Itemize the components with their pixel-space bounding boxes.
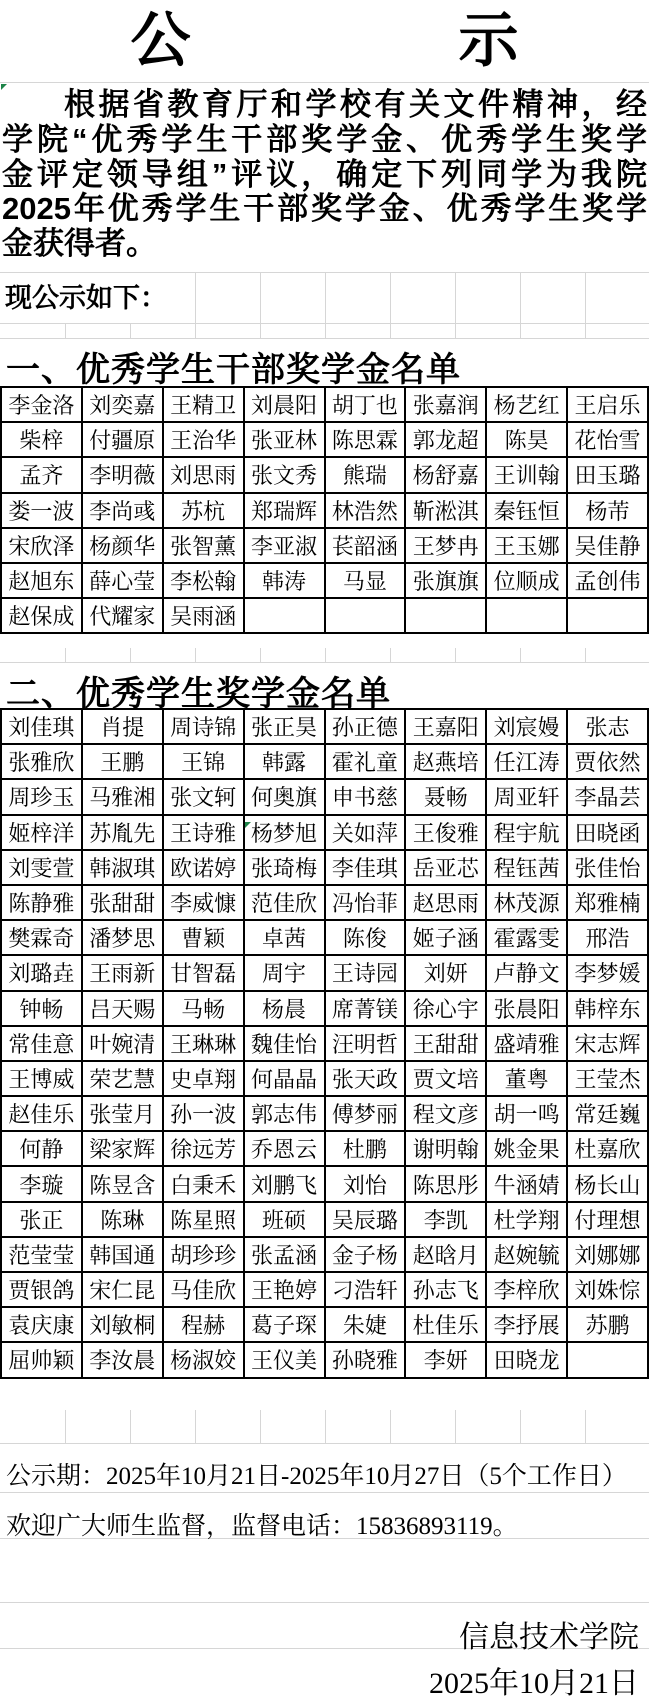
name-cell: 林浩然: [325, 493, 406, 528]
intro-line: 根据省教育厅和学校有关文件精神，经: [64, 87, 647, 122]
name-cell: 郑瑞辉: [244, 493, 325, 528]
name-cell: 王琳琳: [163, 1026, 244, 1061]
name-cell: 刘思雨: [163, 457, 244, 492]
name-cell: 何奥旗: [244, 779, 325, 814]
name-cell: 陈思霖: [325, 422, 406, 457]
name-cell: 周珍玉: [1, 779, 82, 814]
name-cell: 刘敏桐: [82, 1307, 163, 1342]
name-cell: 冯怡菲: [325, 885, 406, 920]
name-cell: 张亚林: [244, 422, 325, 457]
name-cell: 李妍: [405, 1342, 486, 1377]
name-cell: 秦钰恒: [486, 493, 567, 528]
empty-cell: [567, 598, 648, 633]
name-cell: 赵思雨: [405, 885, 486, 920]
name-cell: 周诗锦: [163, 709, 244, 744]
gridline: [0, 662, 649, 663]
name-cell: 贾银鸽: [1, 1272, 82, 1307]
name-cell: 关如萍: [325, 815, 406, 850]
signature-date: 2025年10月21日: [429, 1667, 639, 1696]
name-cell: 杨艺红: [486, 387, 567, 422]
name-cell: 王嘉阳: [405, 709, 486, 744]
table-row: [1, 955, 648, 990]
name-cell: 赵婉毓: [486, 1237, 567, 1272]
name-cell: 周宇: [244, 955, 325, 990]
name-cell: 程文彦: [405, 1096, 486, 1131]
name-cell: 申书慈: [325, 779, 406, 814]
name-cell: 付疆原: [82, 422, 163, 457]
name-cell: 傅梦丽: [325, 1096, 406, 1131]
name-cell: 霍礼童: [325, 744, 406, 779]
name-cell: 张甜甜: [82, 885, 163, 920]
empty-cell: [244, 598, 325, 633]
name-cell: 马佳欣: [163, 1272, 244, 1307]
table-row: [1, 779, 648, 814]
name-cell: 朱婕: [325, 1307, 406, 1342]
name-cell: 郭龙超: [405, 422, 486, 457]
intro-line: 金评定领导组”评议，确定下列同学为我院: [2, 156, 647, 192]
name-cell: 荣艺慧: [82, 1061, 163, 1096]
name-cell: 郑雅楠: [567, 885, 648, 920]
name-cell: 王梦冉: [405, 528, 486, 563]
name-cell: 范莹莹: [1, 1237, 82, 1272]
name-cell: 董粤: [486, 1061, 567, 1096]
name-cell: 张旗旗: [405, 563, 486, 598]
name-cell: 李松翰: [163, 563, 244, 598]
name-cell: 葛子琛: [244, 1307, 325, 1342]
name-cell: 杨晨: [244, 991, 325, 1026]
table-row: [1, 1026, 648, 1061]
name-cell: 陈思彤: [405, 1166, 486, 1201]
table-row: [1, 1307, 648, 1342]
name-cell: 张文轲: [163, 779, 244, 814]
name-cell: 胡丁也: [325, 387, 406, 422]
gridline: [585, 648, 586, 662]
name-cell: 孟创伟: [567, 563, 648, 598]
name-cell: 王莹杰: [567, 1061, 648, 1096]
name-cell: 李明薇: [82, 457, 163, 492]
name-cell: 孙一波: [163, 1096, 244, 1131]
name-cell: 史卓翔: [163, 1061, 244, 1096]
empty-cell: [567, 1342, 648, 1377]
name-cell: 贾文培: [405, 1061, 486, 1096]
name-cell: 王博威: [1, 1061, 82, 1096]
name-cell: 赵旭东: [1, 563, 82, 598]
name-cell: 田玉璐: [567, 457, 648, 492]
name-cell: 范佳欣: [244, 885, 325, 920]
name-cell: 白秉禾: [163, 1166, 244, 1201]
name-cell: 陈昊: [486, 422, 567, 457]
name-cell: 杨芾: [567, 493, 648, 528]
name-cell: 苏鹏: [567, 1307, 648, 1342]
name-cell: 刘璐垚: [1, 955, 82, 990]
gridline: [325, 272, 326, 323]
name-cell: 张正: [1, 1202, 82, 1237]
table-row: [1, 1237, 648, 1272]
table-row: [1, 528, 648, 563]
gridline: [585, 272, 586, 323]
name-cell: 林茂源: [486, 885, 567, 920]
name-cell: 王治华: [163, 422, 244, 457]
name-cell: 吴佳静: [567, 528, 648, 563]
gridline: [520, 323, 521, 338]
name-cell: 梁家辉: [82, 1131, 163, 1166]
gridline: [0, 1492, 649, 1493]
name-cell: 胡一鸣: [486, 1096, 567, 1131]
table-row: [1, 815, 648, 850]
name-cell: 杨长山: [567, 1166, 648, 1201]
name-cell: 王鹏: [82, 744, 163, 779]
table-row: [1, 422, 648, 457]
name-cell: 程宇航: [486, 815, 567, 850]
page-title: [0, 0, 649, 82]
name-cell: 何静: [1, 1131, 82, 1166]
gridline: [390, 648, 391, 662]
name-cell: 樊霖奇: [1, 920, 82, 955]
name-cell: 赵晗月: [405, 1237, 486, 1272]
section1-heading: 一、优秀学生干部奖学金名单: [6, 351, 461, 389]
name-cell: 韩涛: [244, 563, 325, 598]
table-row: [1, 493, 648, 528]
name-cell: 马显: [325, 563, 406, 598]
name-cell: 席菁镁: [325, 991, 406, 1026]
gridline: [0, 338, 649, 339]
name-cell: 卓茜: [244, 920, 325, 955]
title-char-left: 公: [130, 7, 191, 74]
name-cell: 徐心宇: [405, 991, 486, 1026]
publicity-period-text: 公示期：2025年10月21日-2025年10月27日（5个工作日）: [6, 1463, 627, 1490]
name-cell: 李尚彧: [82, 493, 163, 528]
name-cell: 花怡雪: [567, 422, 648, 457]
gridline: [585, 1410, 586, 1443]
name-cell: 孙志飞: [405, 1272, 486, 1307]
gridline: [390, 272, 391, 323]
name-cell: 李佳琪: [325, 850, 406, 885]
name-cell: 金子杨: [325, 1237, 406, 1272]
name-cell: 李汝晨: [82, 1342, 163, 1377]
name-cell: 陈琳: [82, 1202, 163, 1237]
name-cell: 刘姝悰: [567, 1272, 648, 1307]
name-cell: 任江涛: [486, 744, 567, 779]
name-cell: 杨颜华: [82, 528, 163, 563]
name-cell: 姚金果: [486, 1131, 567, 1166]
gridline: [195, 272, 196, 323]
name-cell: 杜嘉欣: [567, 1131, 648, 1166]
name-cell: 韩国通: [82, 1237, 163, 1272]
table-row: [1, 744, 648, 779]
name-cell: 李抒展: [486, 1307, 567, 1342]
name-cell: 王启乐: [567, 387, 648, 422]
name-cell: 韩梓东: [567, 991, 648, 1026]
subtitle: 现公示如下：: [5, 283, 167, 313]
gridline: [0, 82, 649, 83]
intro-paragraph: [2, 88, 647, 262]
name-cell: 陈俊: [325, 920, 406, 955]
name-cell: 杨舒嘉: [405, 457, 486, 492]
name-cell: 田晓龙: [486, 1342, 567, 1377]
name-cell: 陈静雅: [1, 885, 82, 920]
gridline: [520, 272, 521, 323]
name-cell: 欧诺婷: [163, 850, 244, 885]
intro-line: 金获得者。: [2, 226, 157, 262]
name-cell: 周亚轩: [486, 779, 567, 814]
empty-cell: [405, 598, 486, 633]
name-cell: 薛心莹: [82, 563, 163, 598]
name-cell: 王雨新: [82, 955, 163, 990]
name-cell: 岳亚芯: [405, 850, 486, 885]
name-cell: 熊瑞: [325, 457, 406, 492]
gridline: [325, 648, 326, 662]
name-cell: 潘梦思: [82, 920, 163, 955]
name-cell: 张志: [567, 709, 648, 744]
table-row: [1, 850, 648, 885]
name-cell: 刘怡: [325, 1166, 406, 1201]
name-cell: 陈星照: [163, 1202, 244, 1237]
name-cell: 张天政: [325, 1061, 406, 1096]
name-cell: 胡珍珍: [163, 1237, 244, 1272]
name-cell: 吴雨涵: [163, 598, 244, 633]
gridline: [390, 1410, 391, 1443]
gridline: [585, 323, 586, 338]
table-row: [1, 387, 648, 422]
name-cell: 马畅: [163, 991, 244, 1026]
name-cell: 卢静文: [486, 955, 567, 990]
name-cell: 王训翰: [486, 457, 567, 492]
gridline: [65, 1410, 66, 1443]
intro-line: 学院“优秀学生干部奖学金、优秀学生奖学: [2, 121, 647, 157]
name-cell: 田晓函: [567, 815, 648, 850]
name-cell: 付理想: [567, 1202, 648, 1237]
name-cell: 刘宸嫚: [486, 709, 567, 744]
table-row: [1, 1096, 648, 1131]
name-cell: 李威慷: [163, 885, 244, 920]
name-cell: 魏佳怡: [244, 1026, 325, 1061]
gridline: [130, 648, 131, 662]
name-cell: 宋仁昆: [82, 1272, 163, 1307]
gridline: [455, 272, 456, 323]
name-cell: 刘鹏飞: [244, 1166, 325, 1201]
name-cell: 张佳怡: [567, 850, 648, 885]
name-cell: 孙晓雅: [325, 1342, 406, 1377]
table-row: [1, 991, 648, 1026]
name-cell: 王诗园: [325, 955, 406, 990]
name-cell: 程钰茜: [486, 850, 567, 885]
name-cell: 李金洛: [1, 387, 82, 422]
name-cell: 李晶芸: [567, 779, 648, 814]
name-cell: 刘娜娜: [567, 1237, 648, 1272]
name-cell: 张孟涵: [244, 1237, 325, 1272]
name-cell: 位顺成: [486, 563, 567, 598]
name-cell: 屈帅颖: [1, 1342, 82, 1377]
name-cell: 张晨阳: [486, 991, 567, 1026]
name-cell: 吴辰璐: [325, 1202, 406, 1237]
name-cell: 杜学翔: [486, 1202, 567, 1237]
name-cell: 娄一波: [1, 493, 82, 528]
name-cell: 李璇: [1, 1166, 82, 1201]
name-cell: 曹颖: [163, 920, 244, 955]
name-cell: 王玉娜: [486, 528, 567, 563]
table-row: [1, 598, 648, 633]
name-cell: 李凯: [405, 1202, 486, 1237]
name-cell: 李亚淑: [244, 528, 325, 563]
name-cell: 代耀家: [82, 598, 163, 633]
gridline: [325, 1410, 326, 1443]
name-cell: 姬子涵: [405, 920, 486, 955]
gridline: [390, 323, 391, 338]
name-cell: 钟畅: [1, 991, 82, 1026]
gridline: [195, 648, 196, 662]
name-cell: 牛涵婧: [486, 1166, 567, 1201]
name-cell: 乔恩云: [244, 1131, 325, 1166]
table-row: [1, 1272, 648, 1307]
gridline: [455, 648, 456, 662]
name-cell: 杨梦旭: [244, 815, 325, 850]
name-cell: 何晶晶: [244, 1061, 325, 1096]
gridline: [130, 323, 131, 338]
name-cell: 袁庆康: [1, 1307, 82, 1342]
name-cell: 邢浩: [567, 920, 648, 955]
name-cell: 苏胤先: [82, 815, 163, 850]
name-cell: 谢明翰: [405, 1131, 486, 1166]
name-cell: 杜佳乐: [405, 1307, 486, 1342]
name-cell: 郭志伟: [244, 1096, 325, 1131]
name-cell: 孙正德: [325, 709, 406, 744]
name-cell: 苌韶涵: [325, 528, 406, 563]
gridline: [520, 648, 521, 662]
name-cell: 刁浩轩: [325, 1272, 406, 1307]
gridline: [260, 323, 261, 338]
gridline: [260, 272, 261, 323]
name-cell: 聂畅: [405, 779, 486, 814]
name-cell: 马雅湘: [82, 779, 163, 814]
name-cell: 刘雯萱: [1, 850, 82, 885]
name-cell: 李梓欣: [486, 1272, 567, 1307]
table-row: [1, 563, 648, 598]
name-cell: 张琦梅: [244, 850, 325, 885]
gridline: [0, 1602, 649, 1603]
gridline: [520, 1410, 521, 1443]
name-cell: 贾依然: [567, 744, 648, 779]
name-cell: 张莹月: [82, 1096, 163, 1131]
name-cell: 韩露: [244, 744, 325, 779]
signature-department: 信息技术学院: [459, 1621, 639, 1654]
name-cell: 靳淞淇: [405, 493, 486, 528]
name-cell: 甘智磊: [163, 955, 244, 990]
name-cell: 张文秀: [244, 457, 325, 492]
name-cell: 王诗雅: [163, 815, 244, 850]
name-cell: 王仪美: [244, 1342, 325, 1377]
name-cell: 赵燕培: [405, 744, 486, 779]
table-row: [1, 1166, 648, 1201]
table-row: [1, 1342, 648, 1377]
name-cell: 常佳意: [1, 1026, 82, 1061]
name-cell: 赵佳乐: [1, 1096, 82, 1131]
table-row: [1, 1061, 648, 1096]
name-cell: 汪明哲: [325, 1026, 406, 1061]
name-cell: 韩淑琪: [82, 850, 163, 885]
name-cell: 刘晨阳: [244, 387, 325, 422]
name-cell: 张智薰: [163, 528, 244, 563]
gridline: [65, 648, 66, 662]
table-row: [1, 1131, 648, 1166]
name-cell: 张嘉润: [405, 387, 486, 422]
gridline: [325, 323, 326, 338]
supervision-phone-text: 欢迎广大师生监督，监督电话：15836893119。: [6, 1513, 518, 1540]
name-cell: 王俊雅: [405, 815, 486, 850]
empty-cell: [486, 598, 567, 633]
title-char-right: 示: [458, 7, 519, 74]
name-cell: 杜鹏: [325, 1131, 406, 1166]
table-row: [1, 1202, 648, 1237]
name-cell: 苏杭: [163, 493, 244, 528]
name-cell: 宋欣泽: [1, 528, 82, 563]
name-cell: 孟齐: [1, 457, 82, 492]
gridline: [195, 323, 196, 338]
name-cell: 徐远芳: [163, 1131, 244, 1166]
student-scholarship-table: [0, 708, 649, 1379]
name-cell: 杨淑姣: [163, 1342, 244, 1377]
name-cell: 柴梓: [1, 422, 82, 457]
table-row: [1, 457, 648, 492]
name-cell: 李梦媛: [567, 955, 648, 990]
name-cell: 王艳婷: [244, 1272, 325, 1307]
name-cell: 霍露雯: [486, 920, 567, 955]
name-cell: 刘妍: [405, 955, 486, 990]
name-cell: 王精卫: [163, 387, 244, 422]
name-cell: 盛靖雅: [486, 1026, 567, 1061]
intro-line: 2025年优秀学生干部奖学金、优秀学生奖学: [2, 191, 647, 227]
table-row: [1, 885, 648, 920]
name-cell: 赵保成: [1, 598, 82, 633]
name-cell: 张雅欣: [1, 744, 82, 779]
name-cell: 宋志辉: [567, 1026, 648, 1061]
gridline: [455, 323, 456, 338]
cadre-scholarship-table: [0, 386, 649, 634]
name-cell: 刘奕嘉: [82, 387, 163, 422]
name-cell: 肖提: [82, 709, 163, 744]
gridline: [455, 1410, 456, 1443]
name-cell: 张正昊: [244, 709, 325, 744]
name-cell: 姬梓洋: [1, 815, 82, 850]
empty-cell: [325, 598, 406, 633]
gridline: [195, 1410, 196, 1443]
gridline: [65, 323, 66, 338]
section2-heading: 二、优秀学生奖学金名单: [6, 675, 391, 713]
name-cell: 王甜甜: [405, 1026, 486, 1061]
name-cell: 刘佳琪: [1, 709, 82, 744]
gridline: [0, 1443, 649, 1444]
name-cell: 吕天赐: [82, 991, 163, 1026]
name-cell: 班硕: [244, 1202, 325, 1237]
gridline: [260, 648, 261, 662]
name-cell: 常廷巍: [567, 1096, 648, 1131]
name-cell: 陈昱含: [82, 1166, 163, 1201]
name-cell: 叶婉清: [82, 1026, 163, 1061]
name-cell: 程赫: [163, 1307, 244, 1342]
gridline: [260, 1410, 261, 1443]
table-row: [1, 920, 648, 955]
name-cell: 王锦: [163, 744, 244, 779]
gridline: [130, 1410, 131, 1443]
table-row: [1, 709, 648, 744]
